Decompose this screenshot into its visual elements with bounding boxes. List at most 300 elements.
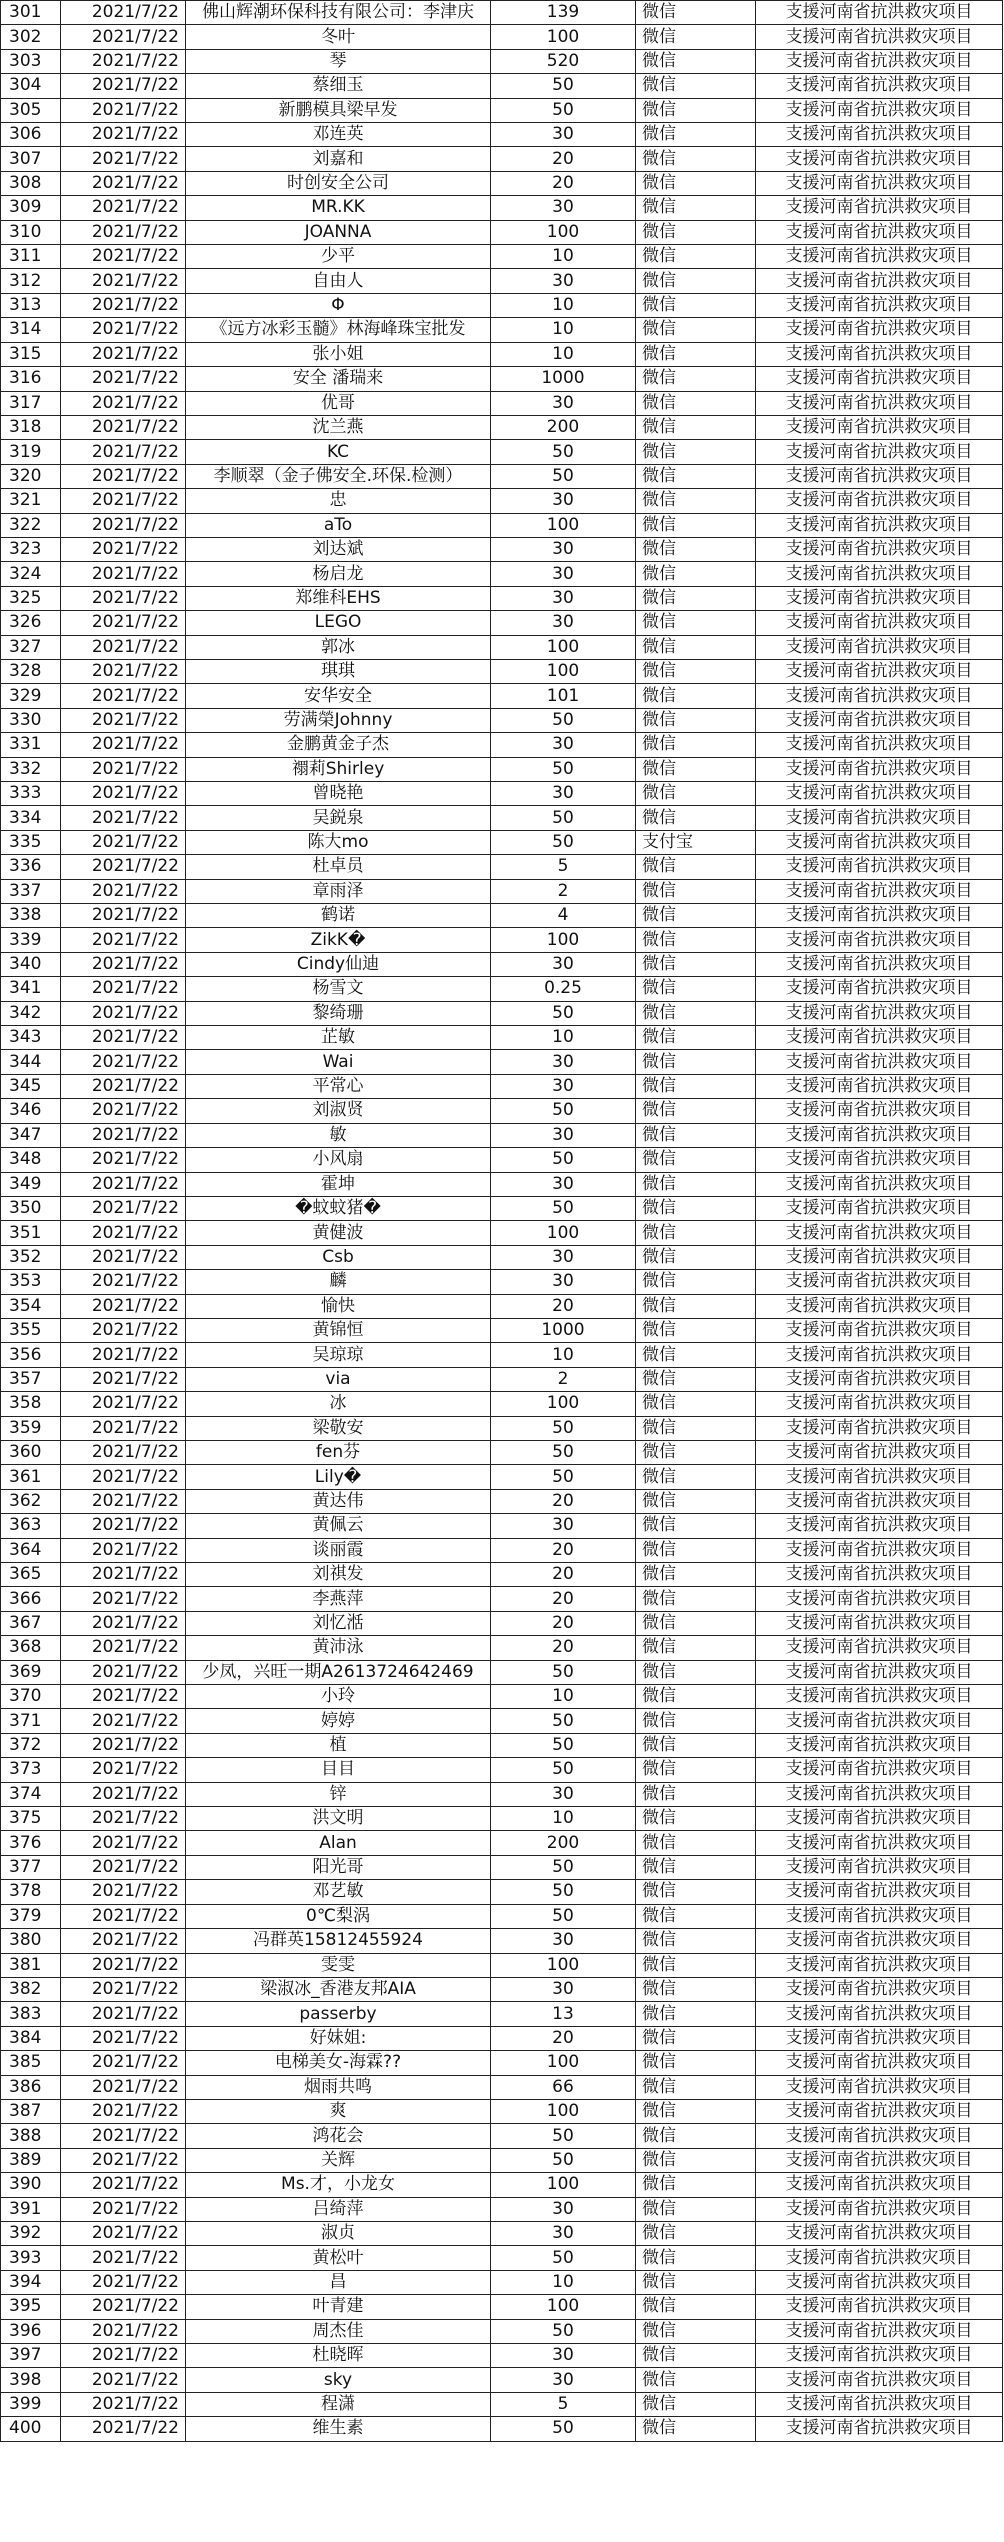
project-name-cell: 支援河南省抗洪救灾项目 <box>756 342 1003 366</box>
donation-date-cell: 2021/7/22 <box>61 1538 186 1562</box>
donor-name-cell: 吕绮萍 <box>186 2197 491 2221</box>
donor-name-cell: 鹤诺 <box>186 904 491 928</box>
donor-name-cell: 郑维科EHS <box>186 586 491 610</box>
row-number-cell: 389 <box>1 2148 61 2172</box>
donor-name-cell: 雯雯 <box>186 1953 491 1977</box>
project-name-cell: 支援河南省抗洪救灾项目 <box>756 1148 1003 1172</box>
payment-method-cell: 微信 <box>636 293 756 317</box>
donor-name-cell: Ms.才，小龙女 <box>186 2173 491 2197</box>
donation-date-cell: 2021/7/22 <box>61 635 186 659</box>
donation-amount-cell: 100 <box>491 1221 636 1245</box>
donor-name-cell: Wai <box>186 1050 491 1074</box>
donation-date-cell: 2021/7/22 <box>61 1 186 25</box>
row-number-cell: 376 <box>1 1831 61 1855</box>
donation-date-cell: 2021/7/22 <box>61 220 186 244</box>
table-row <box>1 1977 1003 2001</box>
project-name-cell: 支援河南省抗洪救灾项目 <box>756 171 1003 195</box>
donation-amount-cell: 100 <box>491 220 636 244</box>
row-number-cell: 395 <box>1 2295 61 2319</box>
project-name-cell: 支援河南省抗洪救灾项目 <box>756 1367 1003 1391</box>
row-number-cell: 307 <box>1 147 61 171</box>
table-row <box>1 708 1003 732</box>
project-name-cell: 支援河南省抗洪救灾项目 <box>756 977 1003 1001</box>
donation-amount-cell: 30 <box>491 733 636 757</box>
donation-date-cell: 2021/7/22 <box>61 757 186 781</box>
donation-date-cell: 2021/7/22 <box>61 586 186 610</box>
payment-method-cell: 微信 <box>636 1440 756 1464</box>
row-number-cell: 304 <box>1 74 61 98</box>
table-row <box>1 2270 1003 2294</box>
table-row <box>1 2075 1003 2099</box>
donor-name-cell: 麟 <box>186 1270 491 1294</box>
donation-amount-cell: 100 <box>491 25 636 49</box>
row-number-cell: 369 <box>1 1660 61 1684</box>
donation-date-cell: 2021/7/22 <box>61 1977 186 2001</box>
row-number-cell: 316 <box>1 367 61 391</box>
project-name-cell: 支援河南省抗洪救灾项目 <box>756 586 1003 610</box>
payment-method-cell: 微信 <box>636 464 756 488</box>
donation-date-cell: 2021/7/22 <box>61 1929 186 1953</box>
payment-method-cell: 微信 <box>636 928 756 952</box>
table-row <box>1 1489 1003 1513</box>
payment-method-cell: 微信 <box>636 318 756 342</box>
donation-amount-cell: 100 <box>491 659 636 683</box>
donor-name-cell: 芷敏 <box>186 1026 491 1050</box>
table-row <box>1 269 1003 293</box>
table-row <box>1 1831 1003 1855</box>
donation-amount-cell: 50 <box>491 74 636 98</box>
project-name-cell: 支援河南省抗洪救灾项目 <box>756 318 1003 342</box>
donation-amount-cell: 50 <box>491 1001 636 1025</box>
table-row <box>1 1563 1003 1587</box>
donation-date-cell: 2021/7/22 <box>61 1953 186 1977</box>
donation-date-cell: 2021/7/22 <box>61 1440 186 1464</box>
donation-amount-cell: 50 <box>491 1416 636 1440</box>
table-row <box>1 977 1003 1001</box>
payment-method-cell: 微信 <box>636 1831 756 1855</box>
donation-amount-cell: 20 <box>491 1538 636 1562</box>
payment-method-cell: 微信 <box>636 757 756 781</box>
donor-name-cell: 蔡细玉 <box>186 74 491 98</box>
donation-amount-cell: 100 <box>491 2051 636 2075</box>
table-row <box>1 733 1003 757</box>
payment-method-cell: 微信 <box>636 1 756 25</box>
table-row <box>1 1001 1003 1025</box>
project-name-cell: 支援河南省抗洪救灾项目 <box>756 611 1003 635</box>
payment-method-cell: 微信 <box>636 367 756 391</box>
table-row <box>1 952 1003 976</box>
payment-method-cell: 微信 <box>636 611 756 635</box>
donation-amount-cell: 10 <box>491 1343 636 1367</box>
donation-date-cell: 2021/7/22 <box>61 708 186 732</box>
donation-amount-cell: 30 <box>491 269 636 293</box>
project-name-cell: 支援河南省抗洪救灾项目 <box>756 1270 1003 1294</box>
donor-name-cell: 章雨泽 <box>186 879 491 903</box>
project-name-cell: 支援河南省抗洪救灾项目 <box>756 928 1003 952</box>
donation-amount-cell: 100 <box>491 1953 636 1977</box>
table-row <box>1 1953 1003 1977</box>
donation-date-cell: 2021/7/22 <box>61 1465 186 1489</box>
project-name-cell: 支援河南省抗洪救灾项目 <box>756 2026 1003 2050</box>
row-number-cell: 386 <box>1 2075 61 2099</box>
payment-method-cell: 微信 <box>636 25 756 49</box>
donation-date-cell: 2021/7/22 <box>61 855 186 879</box>
donor-name-cell: 敏 <box>186 1123 491 1147</box>
row-number-cell: 325 <box>1 586 61 610</box>
row-number-cell: 339 <box>1 928 61 952</box>
table-row <box>1 342 1003 366</box>
row-number-cell: 340 <box>1 952 61 976</box>
payment-method-cell: 微信 <box>636 562 756 586</box>
row-number-cell: 390 <box>1 2173 61 2197</box>
row-number-cell: 364 <box>1 1538 61 1562</box>
table-row <box>1 1294 1003 1318</box>
donation-amount-cell: 50 <box>491 440 636 464</box>
donor-name-cell: 烟雨共鸣 <box>186 2075 491 2099</box>
project-name-cell: 支援河南省抗洪救灾项目 <box>756 2368 1003 2392</box>
table-row <box>1 2148 1003 2172</box>
payment-method-cell: 微信 <box>636 586 756 610</box>
project-name-cell: 支援河南省抗洪救灾项目 <box>756 489 1003 513</box>
payment-method-cell: 微信 <box>636 733 756 757</box>
donation-amount-cell: 30 <box>491 1782 636 1806</box>
payment-method-cell: 微信 <box>636 2368 756 2392</box>
table-row <box>1 2344 1003 2368</box>
donation-amount-cell: 20 <box>491 1489 636 1513</box>
table-row <box>1 2197 1003 2221</box>
donor-name-cell: Csb <box>186 1245 491 1269</box>
donor-name-cell: 爽 <box>186 2099 491 2123</box>
table-row <box>1 464 1003 488</box>
project-name-cell: 支援河南省抗洪救灾项目 <box>756 147 1003 171</box>
donation-amount-cell: 50 <box>491 1660 636 1684</box>
payment-method-cell: 微信 <box>636 2124 756 2148</box>
project-name-cell: 支援河南省抗洪救灾项目 <box>756 1587 1003 1611</box>
project-name-cell: 支援河南省抗洪救灾项目 <box>756 269 1003 293</box>
row-number-cell: 306 <box>1 123 61 147</box>
donation-date-cell: 2021/7/22 <box>61 1709 186 1733</box>
donation-date-cell: 2021/7/22 <box>61 1148 186 1172</box>
donor-name-cell: 平常心 <box>186 1074 491 1098</box>
table-row <box>1 74 1003 98</box>
row-number-cell: 308 <box>1 171 61 195</box>
row-number-cell: 322 <box>1 513 61 537</box>
payment-method-cell: 微信 <box>636 2173 756 2197</box>
table-row <box>1 1148 1003 1172</box>
row-number-cell: 398 <box>1 2368 61 2392</box>
payment-method-cell: 微信 <box>636 2051 756 2075</box>
donor-name-cell: 郭冰 <box>186 635 491 659</box>
donation-date-cell: 2021/7/22 <box>61 1782 186 1806</box>
table-row <box>1 1465 1003 1489</box>
payment-method-cell: 微信 <box>636 1733 756 1757</box>
payment-method-cell: 微信 <box>636 879 756 903</box>
donation-date-cell: 2021/7/22 <box>61 733 186 757</box>
row-number-cell: 384 <box>1 2026 61 2050</box>
donation-amount-cell: 200 <box>491 415 636 439</box>
row-number-cell: 387 <box>1 2099 61 2123</box>
donation-date-cell: 2021/7/22 <box>61 196 186 220</box>
project-name-cell: 支援河南省抗洪救灾项目 <box>756 1758 1003 1782</box>
payment-method-cell: 微信 <box>636 2197 756 2221</box>
donor-name-cell: 程潇 <box>186 2392 491 2416</box>
donation-date-cell: 2021/7/22 <box>61 1416 186 1440</box>
project-name-cell: 支援河南省抗洪救灾项目 <box>756 1514 1003 1538</box>
donor-name-cell: 安全 潘瑞来 <box>186 367 491 391</box>
payment-method-cell: 微信 <box>636 489 756 513</box>
table-row <box>1 220 1003 244</box>
donor-name-cell: 曾晓艳 <box>186 782 491 806</box>
donation-amount-cell: 30 <box>491 391 636 415</box>
table-row <box>1 1392 1003 1416</box>
payment-method-cell: 微信 <box>636 2026 756 2050</box>
row-number-cell: 333 <box>1 782 61 806</box>
payment-method-cell: 微信 <box>636 537 756 561</box>
donation-amount-cell: 5 <box>491 855 636 879</box>
donation-date-cell: 2021/7/22 <box>61 391 186 415</box>
donor-name-cell: 李燕萍 <box>186 1587 491 1611</box>
donation-amount-cell: 520 <box>491 49 636 73</box>
donor-name-cell: 佛山辉潮环保科技有限公司：李津庆 <box>186 1 491 25</box>
payment-method-cell: 微信 <box>636 171 756 195</box>
donor-name-cell: 维生素 <box>186 2417 491 2441</box>
project-name-cell: 支援河南省抗洪救灾项目 <box>756 2221 1003 2245</box>
donation-date-cell: 2021/7/22 <box>61 2075 186 2099</box>
donation-date-cell: 2021/7/22 <box>61 2148 186 2172</box>
project-name-cell: 支援河南省抗洪救灾项目 <box>756 1636 1003 1660</box>
project-name-cell: 支援河南省抗洪救灾项目 <box>756 123 1003 147</box>
row-number-cell: 313 <box>1 293 61 317</box>
table-row <box>1 1050 1003 1074</box>
payment-method-cell: 微信 <box>636 1977 756 2001</box>
project-name-cell: 支援河南省抗洪救灾项目 <box>756 684 1003 708</box>
donor-name-cell: 刘忆湉 <box>186 1611 491 1635</box>
project-name-cell: 支援河南省抗洪救灾项目 <box>756 2295 1003 2319</box>
donor-name-cell: 安华安全 <box>186 684 491 708</box>
project-name-cell: 支援河南省抗洪救灾项目 <box>756 1880 1003 1904</box>
table-row <box>1 171 1003 195</box>
project-name-cell: 支援河南省抗洪救灾项目 <box>756 1001 1003 1025</box>
project-name-cell: 支援河南省抗洪救灾项目 <box>756 1221 1003 1245</box>
row-number-cell: 347 <box>1 1123 61 1147</box>
table-row <box>1 1367 1003 1391</box>
donation-date-cell: 2021/7/22 <box>61 342 186 366</box>
donor-name-cell: 刘嘉和 <box>186 147 491 171</box>
donation-date-cell: 2021/7/22 <box>61 1318 186 1342</box>
donation-date-cell: 2021/7/22 <box>61 98 186 122</box>
donor-name-cell: 冰 <box>186 1392 491 1416</box>
row-number-cell: 310 <box>1 220 61 244</box>
donation-date-cell: 2021/7/22 <box>61 293 186 317</box>
project-name-cell: 支援河南省抗洪救灾项目 <box>756 1123 1003 1147</box>
payment-method-cell: 微信 <box>636 782 756 806</box>
donor-name-cell: 小风扇 <box>186 1148 491 1172</box>
payment-method-cell: 微信 <box>636 2002 756 2026</box>
table-row <box>1 1538 1003 1562</box>
project-name-cell: 支援河南省抗洪救灾项目 <box>756 293 1003 317</box>
donation-amount-cell: 101 <box>491 684 636 708</box>
payment-method-cell: 微信 <box>636 684 756 708</box>
payment-method-cell: 支付宝 <box>636 830 756 854</box>
donation-table-body <box>1 1 1003 2442</box>
donation-amount-cell: 30 <box>491 489 636 513</box>
donation-amount-cell: 10 <box>491 1026 636 1050</box>
donor-name-cell: 劳满榮Johnny <box>186 708 491 732</box>
table-row <box>1 1807 1003 1831</box>
payment-method-cell: 微信 <box>636 269 756 293</box>
payment-method-cell: 微信 <box>636 245 756 269</box>
row-number-cell: 362 <box>1 1489 61 1513</box>
row-number-cell: 372 <box>1 1733 61 1757</box>
payment-method-cell: 微信 <box>636 391 756 415</box>
donation-amount-cell: 50 <box>491 1465 636 1489</box>
donation-date-cell: 2021/7/22 <box>61 2173 186 2197</box>
project-name-cell: 支援河南省抗洪救灾项目 <box>756 635 1003 659</box>
donor-name-cell: 张小姐 <box>186 342 491 366</box>
payment-method-cell: 微信 <box>636 904 756 928</box>
donor-name-cell: MR.KK <box>186 196 491 220</box>
payment-method-cell: 微信 <box>636 2099 756 2123</box>
project-name-cell: 支援河南省抗洪救灾项目 <box>756 2002 1003 2026</box>
project-name-cell: 支援河南省抗洪救灾项目 <box>756 464 1003 488</box>
donation-amount-cell: 50 <box>491 1855 636 1879</box>
donation-amount-cell: 10 <box>491 1685 636 1709</box>
payment-method-cell: 微信 <box>636 342 756 366</box>
donation-date-cell: 2021/7/22 <box>61 1563 186 1587</box>
donor-name-cell: JOANNA <box>186 220 491 244</box>
donation-amount-cell: 20 <box>491 1294 636 1318</box>
project-name-cell: 支援河南省抗洪救灾项目 <box>756 1733 1003 1757</box>
payment-method-cell: 微信 <box>636 123 756 147</box>
donor-name-cell: fen芬 <box>186 1440 491 1464</box>
payment-method-cell: 微信 <box>636 1660 756 1684</box>
project-name-cell: 支援河南省抗洪救灾项目 <box>756 1685 1003 1709</box>
row-number-cell: 303 <box>1 49 61 73</box>
donation-date-cell: 2021/7/22 <box>61 1172 186 1196</box>
donor-name-cell: 目目 <box>186 1758 491 1782</box>
donor-name-cell: sky <box>186 2368 491 2392</box>
donor-name-cell: 刘淑贤 <box>186 1099 491 1123</box>
payment-method-cell: 微信 <box>636 1074 756 1098</box>
row-number-cell: 351 <box>1 1221 61 1245</box>
table-row <box>1 562 1003 586</box>
donation-amount-cell: 50 <box>491 1904 636 1928</box>
project-name-cell: 支援河南省抗洪救灾项目 <box>756 1538 1003 1562</box>
payment-method-cell: 微信 <box>636 1270 756 1294</box>
table-row <box>1 318 1003 342</box>
payment-method-cell: 微信 <box>636 1148 756 1172</box>
payment-method-cell: 微信 <box>636 1123 756 1147</box>
row-number-cell: 377 <box>1 1855 61 1879</box>
donor-name-cell: 时创安全公司 <box>186 171 491 195</box>
project-name-cell: 支援河南省抗洪救灾项目 <box>756 367 1003 391</box>
donor-name-cell: 琪琪 <box>186 659 491 683</box>
donor-name-cell: 《远方冰彩玉髓》林海峰珠宝批发 <box>186 318 491 342</box>
row-number-cell: 332 <box>1 757 61 781</box>
table-row <box>1 806 1003 830</box>
donation-date-cell: 2021/7/22 <box>61 830 186 854</box>
payment-method-cell: 微信 <box>636 1587 756 1611</box>
donor-name-cell: 吴琼琼 <box>186 1343 491 1367</box>
table-row <box>1 1904 1003 1928</box>
payment-method-cell: 微信 <box>636 1685 756 1709</box>
donation-date-cell: 2021/7/22 <box>61 1074 186 1098</box>
table-row <box>1 1929 1003 1953</box>
table-row <box>1 928 1003 952</box>
donation-amount-cell: 30 <box>491 1977 636 2001</box>
payment-method-cell: 微信 <box>636 1563 756 1587</box>
donor-name-cell: 好妹姐: <box>186 2026 491 2050</box>
donation-amount-cell: 30 <box>491 586 636 610</box>
table-row <box>1 1660 1003 1684</box>
table-row <box>1 123 1003 147</box>
row-number-cell: 330 <box>1 708 61 732</box>
donation-date-cell: 2021/7/22 <box>61 2368 186 2392</box>
row-number-cell: 350 <box>1 1196 61 1220</box>
donor-name-cell: 禤莉Shirley <box>186 757 491 781</box>
table-row <box>1 1611 1003 1635</box>
donation-amount-cell: 50 <box>491 830 636 854</box>
donor-name-cell: 黎绮珊 <box>186 1001 491 1025</box>
table-row <box>1 1440 1003 1464</box>
payment-method-cell: 微信 <box>636 147 756 171</box>
project-name-cell: 支援河南省抗洪救灾项目 <box>756 1904 1003 1928</box>
row-number-cell: 353 <box>1 1270 61 1294</box>
project-name-cell: 支援河南省抗洪救灾项目 <box>756 1855 1003 1879</box>
row-number-cell: 373 <box>1 1758 61 1782</box>
payment-method-cell: 微信 <box>636 1221 756 1245</box>
donation-date-cell: 2021/7/22 <box>61 537 186 561</box>
row-number-cell: 343 <box>1 1026 61 1050</box>
row-number-cell: 399 <box>1 2392 61 2416</box>
donor-name-cell: 锌 <box>186 1782 491 1806</box>
row-number-cell: 371 <box>1 1709 61 1733</box>
project-name-cell: 支援河南省抗洪救灾项目 <box>756 2392 1003 2416</box>
row-number-cell: 378 <box>1 1880 61 1904</box>
table-row <box>1 1758 1003 1782</box>
project-name-cell: 支援河南省抗洪救灾项目 <box>756 879 1003 903</box>
payment-method-cell: 微信 <box>636 1001 756 1025</box>
table-row <box>1 1416 1003 1440</box>
payment-method-cell: 微信 <box>636 1026 756 1050</box>
donation-date-cell: 2021/7/22 <box>61 1123 186 1147</box>
donation-amount-cell: 200 <box>491 1831 636 1855</box>
payment-method-cell: 微信 <box>636 2417 756 2441</box>
donor-name-cell: via <box>186 1367 491 1391</box>
project-name-cell: 支援河南省抗洪救灾项目 <box>756 830 1003 854</box>
project-name-cell: 支援河南省抗洪救灾项目 <box>756 2270 1003 2294</box>
row-number-cell: 344 <box>1 1050 61 1074</box>
row-number-cell: 374 <box>1 1782 61 1806</box>
project-name-cell: 支援河南省抗洪救灾项目 <box>756 1196 1003 1220</box>
donation-amount-cell: 50 <box>491 708 636 732</box>
table-row <box>1 2124 1003 2148</box>
payment-method-cell: 微信 <box>636 977 756 1001</box>
donation-date-cell: 2021/7/22 <box>61 1880 186 1904</box>
table-row <box>1 611 1003 635</box>
row-number-cell: 359 <box>1 1416 61 1440</box>
donation-amount-cell: 20 <box>491 1611 636 1635</box>
row-number-cell: 367 <box>1 1611 61 1635</box>
donation-amount-cell: 5 <box>491 2392 636 2416</box>
donation-amount-cell: 10 <box>491 2270 636 2294</box>
row-number-cell: 365 <box>1 1563 61 1587</box>
row-number-cell: 319 <box>1 440 61 464</box>
payment-method-cell: 微信 <box>636 708 756 732</box>
payment-method-cell: 微信 <box>636 1392 756 1416</box>
donor-name-cell: Cindy仙迪 <box>186 952 491 976</box>
payment-method-cell: 微信 <box>636 2075 756 2099</box>
